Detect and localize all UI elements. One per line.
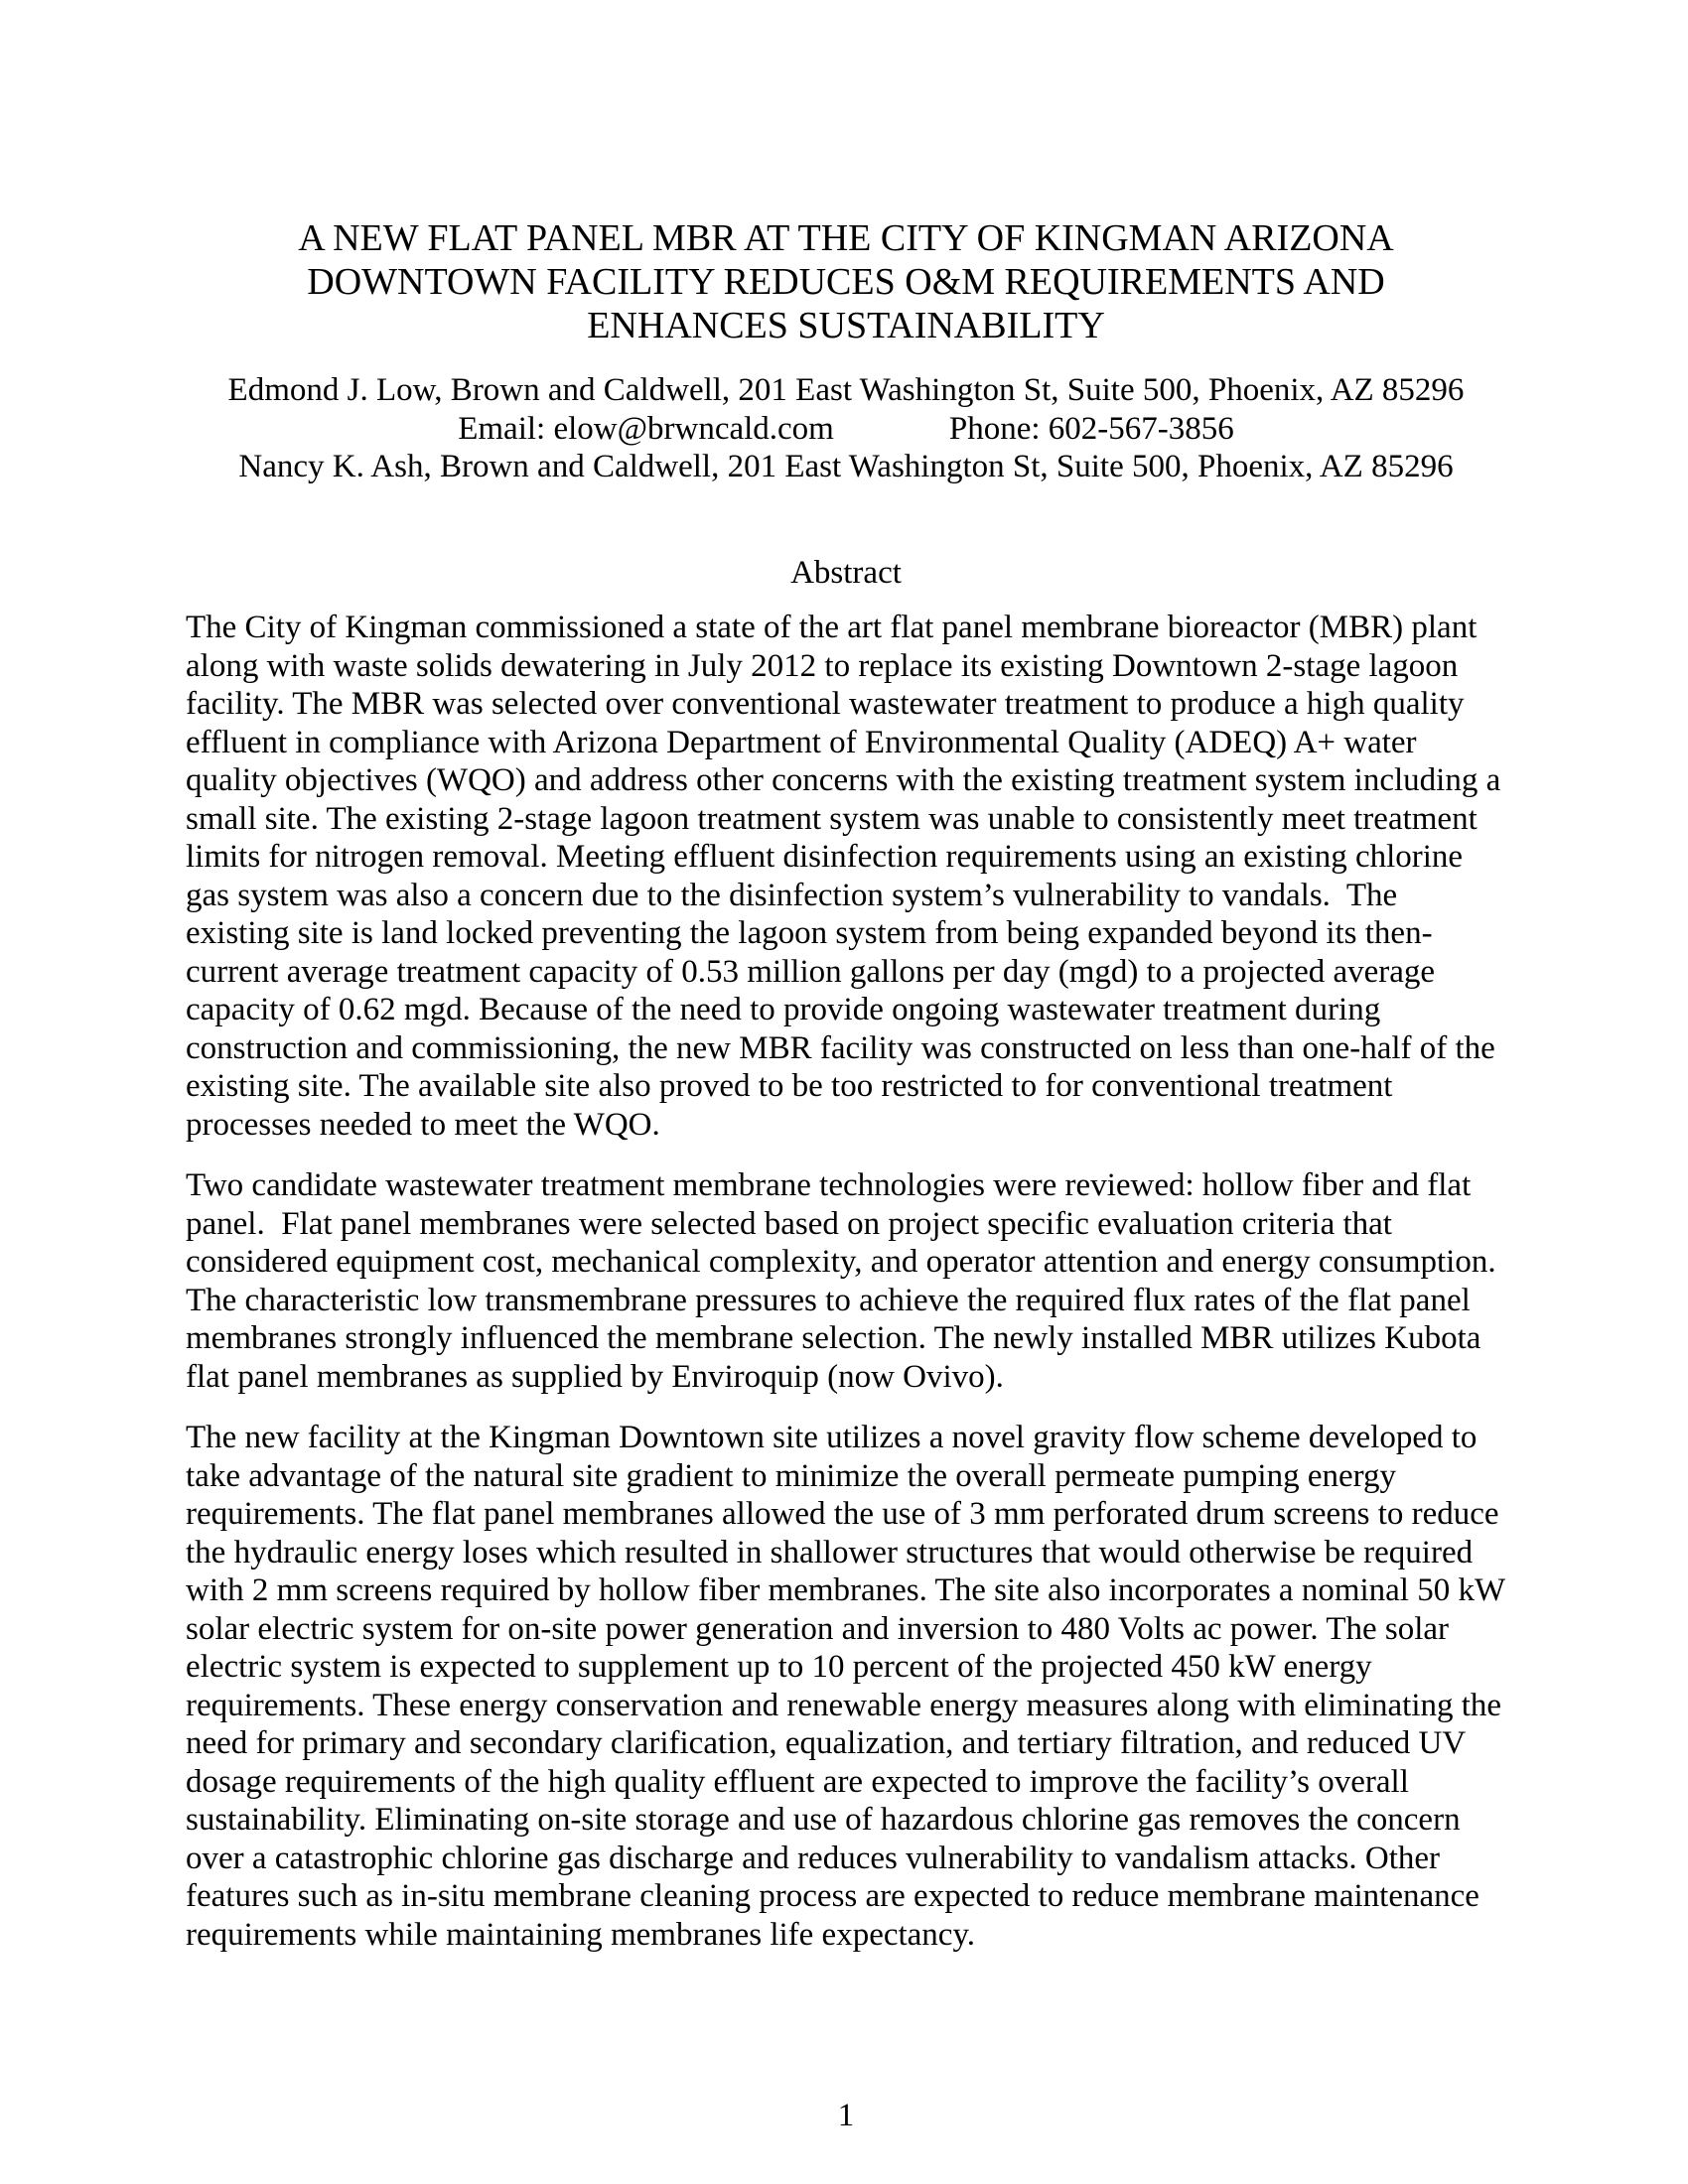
- paper-title-line-3: ENHANCES SUSTAINABILITY: [587, 305, 1105, 346]
- contact-line: [186, 410, 1506, 449]
- abstract-paragraph-3: The new facility at the Kingman Downtown site utilizes a novel gravity flow scheme developed to take advantage of the natural site gradient to minimize the overall permeate pumping energy requirements. The flat panel membranes allowed the use of 3 mm perforated drum screens to reduce the hydraulic energy loses which resulted in shallower structures that would otherwise be required with 2 mm screens required by hollow fiber membranes. The site also incorporates a nominal 50 kW solar electric system for on-site power generation and inversion to 480 Volts ac power. The solar electric system is expected to supplement up to 10 percent of the projected 450 kW energy requirements. These energy conservation and renewable energy measures along with eliminating the need for primary and secondary clarification, equalization, and tertiary filtration, and reduced UV dosage requirements of the high quality effluent are expected to improve the facility’s overall sustainability. Eliminating on-site storage and use of hazardous chlorine gas removes the concern over a catastrophic chlorine gas discharge and reduces vulnerability to vandalism attacks. Other features such as in-situ membrane cleaning process are expected to reduce membrane maintenance requirements while maintaining membranes life expectancy.: [186, 1420, 1513, 1953]
- page-number: 1: [837, 2098, 855, 2133]
- paper-title-line-1: A NEW FLAT PANEL MBR AT THE CITY OF KINGMAN ARIZONA: [298, 217, 1394, 259]
- author-line-1: Edmond J. Low, Brown and Caldwell, 201 East Washington St, Suite 500, Phoenix, AZ 85296: [227, 372, 1465, 408]
- paper-title-line-2: DOWNTOWN FACILITY REDUCES O&M REQUIREMENTS AND: [307, 261, 1385, 303]
- contact-email: Email: elow@brwncald.com: [458, 410, 834, 447]
- abstract-paragraph-2: Two candidate wastewater treatment membrane technologies were reviewed: hollow fiber and flat panel. Flat panel membranes were selected based on project specific evaluation criteria that considered equipment cost, mechanical complexity, and operator attention and energy consumption. The characteristic low transmembrane pressures to achieve the required flux rates of the flat panel membranes strongly influenced the membrane selection. The newly installed MBR utilizes Kubota flat panel membranes as supplied by Enviroquip (now Ovivo).: [186, 1167, 1504, 1395]
- abstract-paragraph-1: The City of Kingman commissioned a state of the art flat panel membrane bioreactor (MBR) plant along with waste solids dewatering in July 2012 to replace its existing Downtown 2-stage lagoon facility. The MBR was selected over conventional wastewater treatment to produce a high quality effluent in compliance with Arizona Department of Environmental Quality (ADEQ) A+ water quality objectives (WQO) and address other concerns with the existing treatment system including a small site. The existing 2-stage lagoon treatment system was unable to consistently meet treatment limits for nitrogen removal. Meeting effluent disinfection requirements using an existing chlorine gas system was also a concern due to the disinfection system’s vulnerability to vandals. The existing site is land locked preventing the lagoon system from being expanded beyond its then-current average treatment capacity of 0.53 million gallons per day (mgd) to a projected average capacity of 0.62 mgd. Because of the need to provide ongoing wastewater treatment during construction and commissioning, the new MBR facility was constructed on less than one-half of the existing site. The available site also proved to be too restricted to for conventional treatment processes needed to meet the WQO.: [186, 610, 1509, 1143]
- author-line-2: Nancy K. Ash, Brown and Caldwell, 201 East Washington St, Suite 500, Phoenix, AZ 85296: [238, 449, 1454, 484]
- page-content: [186, 0, 1513, 1954]
- author-block: [186, 371, 1506, 486]
- paper-title: [186, 216, 1506, 347]
- contact-phone: Phone: 602-567-3856: [948, 410, 1234, 447]
- abstract-heading: Abstract: [790, 554, 902, 591]
